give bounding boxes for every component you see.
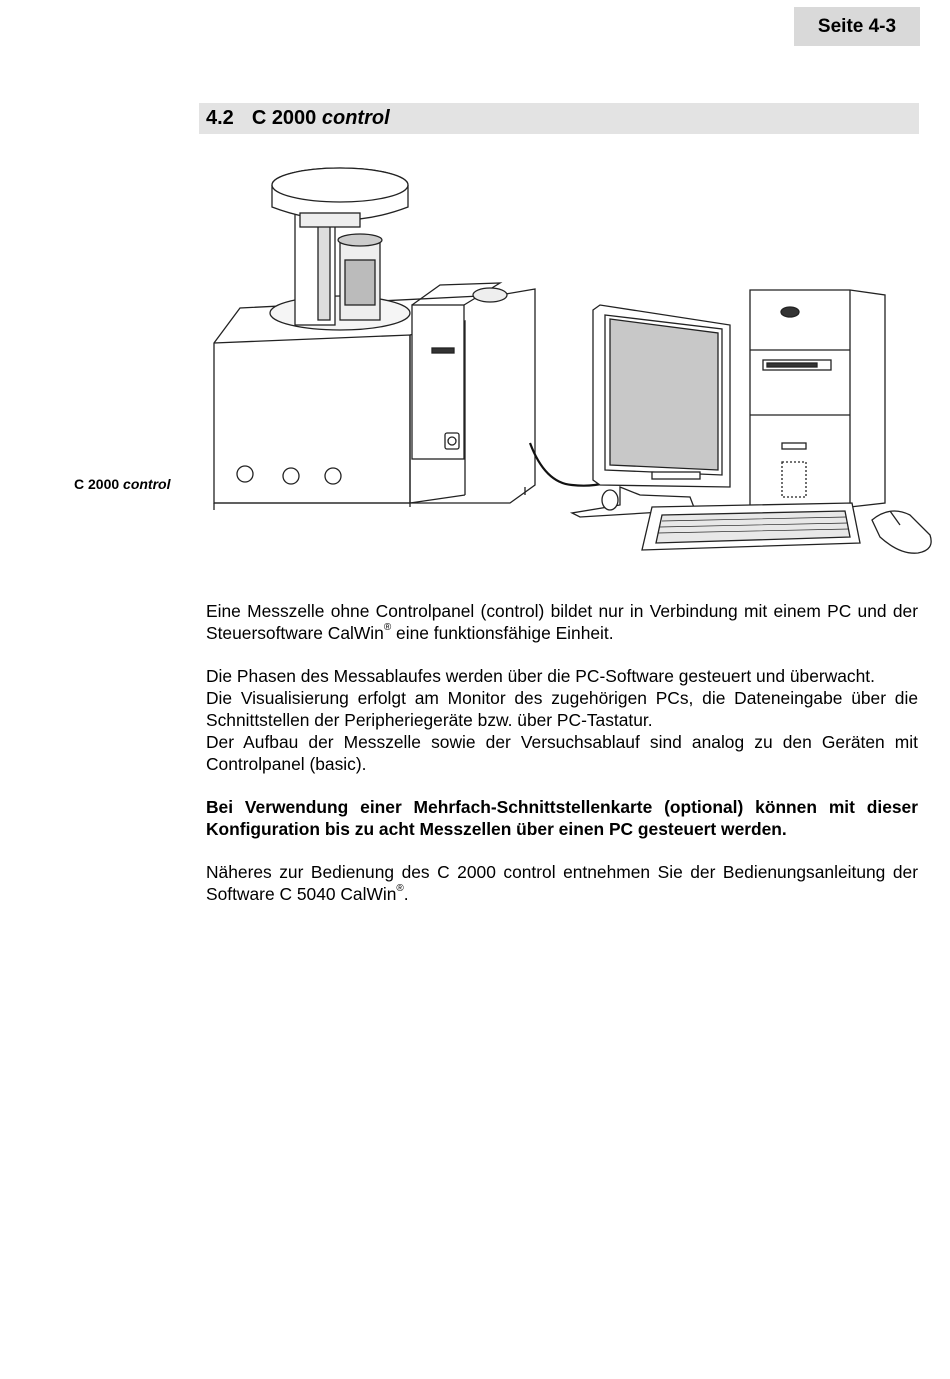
paragraph-3: Die Visualisierung erfolgt am Monitor des zugehörigen PCs, die Dateneingabe über die Schnittstellen der Peripheriegeräte bzw. über PC-Tastatur. xyxy=(206,688,918,730)
mouse-icon xyxy=(872,511,931,553)
caption-italic: control xyxy=(123,476,171,492)
paragraph-4: Der Aufbau der Messzelle sowie der Versuchsablauf sind analog zu den Geräten mit Controlpanel (basic). xyxy=(206,732,918,774)
caption-prefix: C 2000 xyxy=(74,476,120,492)
registered-mark: ® xyxy=(383,622,392,634)
section-title-prefix: C 2000 xyxy=(251,107,317,129)
device-illustration xyxy=(200,165,935,560)
p1-text: Eine Messzelle ohne Controlpanel (control) bildet nur in Verbindung mit einem PC und der Steuersoftware CalWin xyxy=(206,601,918,643)
section-heading xyxy=(199,103,919,134)
section-title-italic: control xyxy=(321,107,390,129)
registered-mark-2: ® xyxy=(396,883,404,895)
paragraph-2: Die Phasen des Messablaufes werden über die PC-Software gesteuert und überwacht. xyxy=(206,666,875,686)
paragraph-6 xyxy=(206,861,918,905)
p6-text: Näheres zur Bedienung des C 2000 control entnehmen Sie der Bedienungsanleitung der Software C 5040 CalWin xyxy=(206,862,918,904)
calorimeter-device-icon xyxy=(214,168,535,510)
paragraph-1 xyxy=(206,600,918,644)
p1-text-end: eine funktionsfähige Einheit. xyxy=(391,623,614,643)
page-number-tab xyxy=(794,7,920,46)
page-label: Seite 4-3 xyxy=(817,15,897,37)
p6-text-end: . xyxy=(403,884,409,904)
section-number: 4.2 xyxy=(206,107,234,129)
body-text xyxy=(206,600,918,905)
figure-caption xyxy=(74,476,171,492)
section-title xyxy=(252,107,390,130)
computer-tower-icon xyxy=(750,290,885,507)
keyboard-icon xyxy=(642,503,860,550)
paragraph-5: Bei Verwendung einer Mehrfach-Schnittstellenkarte (optional) können mit dieser Konfiguration bis zu acht Messzellen über einen PC gesteuert werden. xyxy=(206,797,918,839)
